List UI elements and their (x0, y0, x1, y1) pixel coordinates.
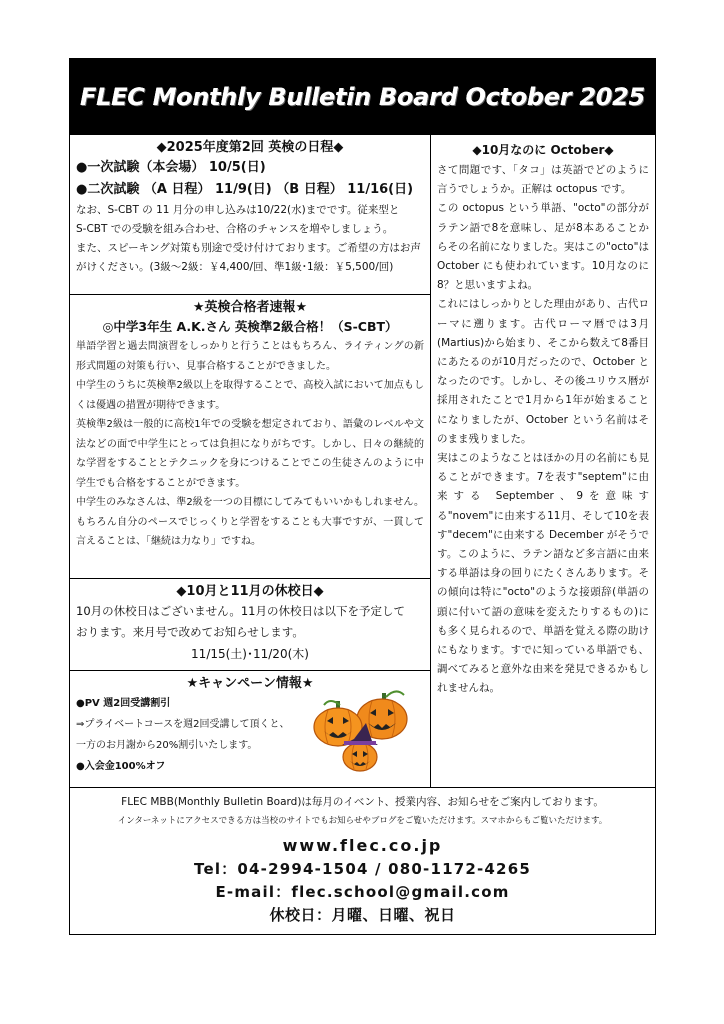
eiken-schedule-title: ◆2025年度第2回 英検の日程◆ (156, 140, 344, 155)
exam-note-line: なお、S-CBT の 11 月分の申し込みは10/22(水)までです。従来型と (76, 204, 400, 216)
holiday-line: おります。来月号で改めてお知らせします。 (76, 625, 304, 639)
campaign-desc: ⇒プライベートコースを週2回受講して頂くと、 (76, 719, 290, 730)
campaign-section (70, 671, 431, 788)
october-title: ◆10月なのに October◆ (472, 143, 614, 157)
exam-note-line: S-CBT での受験を組み合わせ、合格のチャンスを増やしましょう。 (76, 223, 394, 235)
holiday-section (70, 579, 431, 671)
pass-paragraph: 中学生のみなさんは、準2級を一つの目標にしてみてもいいかもしれません。もちろん自分のペースでじっくりと学習をすることも大事ですが、一貫して言えることは、「継続は力なり」ですね。 (76, 497, 424, 547)
pass-paragraph: 英検準2級は一般的に高校1年での受験を想定されており、語彙のレベルや文法などの面で中学生にとっては負担になりがちです。しかし、日々の継続的な学習をすることとテクニックを身につけることでこの生徒さんのように中学生でも合格をすることができます。 (76, 419, 424, 489)
october-paragraph: さて問題です、「タコ」は英語でどのように言うでしょうか。正解は octopus です。 (437, 164, 649, 196)
banner-title: FLEC Monthly Bulletin Board October 2025 (80, 83, 645, 111)
holiday-dates: 11/15(土)･11/20(木) (191, 647, 309, 661)
eiken-pass-subtitle: ◎中学3年生 A.K.さん 英検準2級合格！（S-CBT） (102, 319, 398, 334)
closed-days: 休校日：月曜、日曜、祝日 (269, 906, 456, 924)
campaign-desc: 一方のお月謝から20%割引いたします。 (76, 740, 258, 751)
second-exam-date: ●二次試験 （A 日程） 11/9(日) （B 日程） 11/16(日) (76, 182, 414, 197)
exam-note-line: また、スピーキング対策も別途で受け付けております。ご希望の方はお声 (76, 242, 421, 254)
footer-intro: FLEC MBB(Monthly Bulletin Board)は毎月のイベント、授業内容、お知らせをご案内しております。 (121, 796, 604, 808)
email-address[interactable]: E-mail：flec.school@gmail.com (215, 883, 510, 901)
eiken-pass-section (70, 295, 431, 579)
october-column (431, 135, 655, 788)
first-exam-date: ●一次試験（本会場） 10/5(日) (76, 160, 266, 175)
exam-note-line: がけください。(3級～2級：￥4,400/回、準1級･1級：￥5,500/回) (76, 261, 394, 273)
left-column (70, 135, 431, 788)
holiday-line: 10月の休校日はございません。11月の休校日は以下を予定して (76, 604, 405, 618)
campaign-item: ●入会金100%オフ (76, 761, 166, 772)
telephone-numbers: Tel：04-2994-1504 / 080-1172-4265 (194, 860, 531, 878)
october-paragraph: この octopus という単語、"octo"の部分がラテン語で8を意味し、足が8本あることからその名前になりました。実はこの"octo"は October にも使われています。10月なのに8？と思いますよね。 (437, 202, 649, 292)
eiken-schedule-section (70, 135, 431, 295)
bulletin-sheet (69, 58, 656, 935)
campaign-title: ★キャンペーン情報★ (186, 676, 314, 691)
holiday-title: ◆10月と11月の休校日◆ (176, 584, 324, 599)
footer (70, 788, 655, 936)
october-paragraph: 実はこのようなことはほかの月の名前にも見ることができます。7を表す"septem"に由来する September、9を意味する"novem"に由来する11月、そして10を表す"decem"に由来する December がそうです。このように、ラテン語など多言語に由来する単語は身の回りにたくさんあります。その傾向は特に"octo"のような接頭辞(単語の頭に付いて語の意味を変えたりするもの)にも多く見られるので、単語を覚える際の助けにもなります。すでに知っている単語でも、調べてみると意外な由来を発見できるかもしれませんね。 (437, 452, 649, 695)
footer-web-note: インターネットにアクセスできる方は当校のサイトでもお知らせやブログをご覧いただけます。スマホからもご覧いただけます。 (117, 816, 608, 826)
pumpkin-illustration (308, 685, 420, 775)
campaign-item: ●PV 週2回受講割引 (76, 698, 171, 709)
banner (70, 59, 655, 135)
pass-paragraph: 単語学習と過去問演習をしっかりと行うことはもちろん、ライティングの新形式問題の対策も行い、見事合格することができました。 (76, 341, 424, 372)
eiken-pass-title: ★英検合格者速報★ (192, 300, 308, 315)
website-link[interactable]: www.flec.co.jp (282, 836, 443, 855)
october-paragraph: これにはしっかりとした理由があり、古代ローマに遡ります。古代ローマ暦では3月(Martius)から始まり、そこから数えて8番目にあたるのが10月だったので、October となったのです。しかし、その後ユリウス暦が採用されたことで1月から1年が始まることになりましたが、October という名前はそのまま残りました。 (437, 298, 649, 445)
pass-paragraph: 中学生のうちに英検準2級以上を取得することで、高校入試において加点もしくは優遇の措置が期待できます。 (76, 380, 424, 411)
